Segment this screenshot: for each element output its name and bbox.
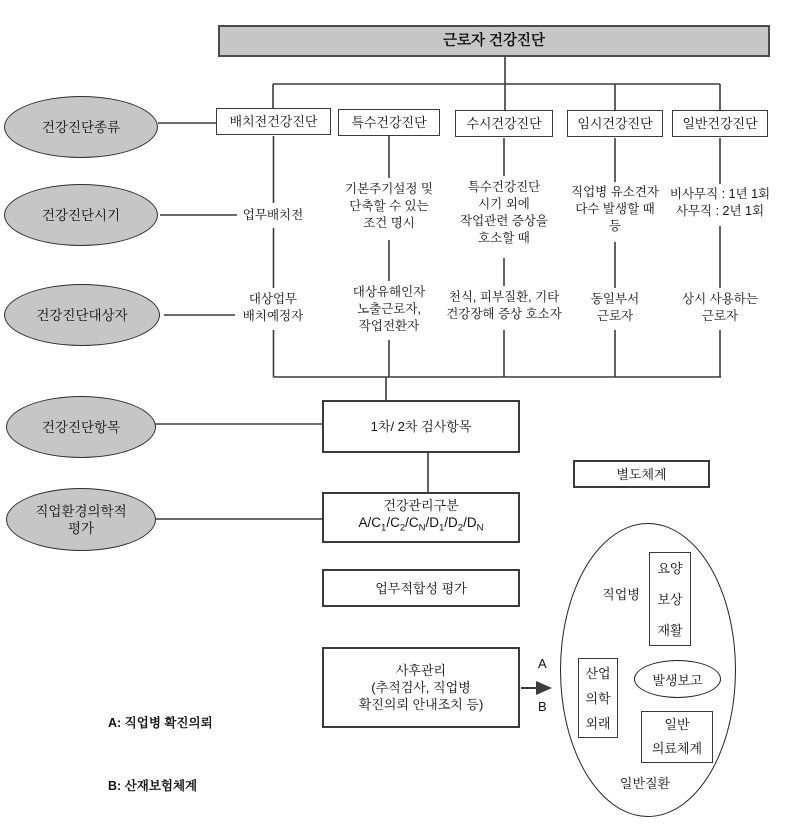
timing-general: 비사무직 : 1년 1회 사무직 : 2년 1회 — [669, 187, 771, 218]
row-label-exam-items: 건강진단항목 — [6, 396, 156, 458]
row-label-exam-subject: 건강진단대상자 — [4, 284, 160, 346]
arrow-label-b: B — [538, 699, 547, 714]
subject-temporary: 동일부서 근로자 — [590, 292, 640, 323]
column-header-temporary-exam: 임시건강진단 — [567, 110, 663, 137]
health-management-title: 건강관리구분 — [383, 498, 459, 514]
general-medical-system-box: 일반 의료체계 — [641, 711, 713, 763]
occupational-disease-label: 직업병 — [602, 587, 640, 602]
column-header-general-exam: 일반건강진단 — [672, 110, 768, 137]
legend-line-b: B: 산재보험체계 — [108, 779, 198, 793]
legend-line-a: A: 직업병 확진의뢰 — [108, 716, 213, 730]
occupational-medicine-clinic-box: 산업 의학 외래 — [578, 658, 618, 738]
subject-general: 상시 사용하는 근로자 — [682, 292, 758, 323]
timing-occasional: 특수건강진단 시기 외에 작업관련 증상을 호소할 때 — [460, 180, 548, 245]
arrow-label-a: A — [538, 656, 547, 671]
subject-pre-placement: 대상업무 배치예정자 — [242, 292, 304, 323]
page-title: 근로자 건강진단 — [218, 25, 770, 57]
separate-system-box: 별도체계 — [573, 460, 710, 488]
legend — [108, 671, 213, 839]
timing-pre-placement: 업무배치전 — [242, 208, 304, 222]
health-management-codes: $A/C_1/C_2/C_N/D_1/D_2/D_N$ — [358, 515, 484, 534]
exam-items-box: 1차/ 2차 검사항목 — [322, 400, 520, 453]
work-fitness-evaluation-box: 업무적합성 평가 — [322, 569, 520, 607]
care-compensation-rehab-box: 요양 보상 재활 — [649, 552, 691, 646]
column-header-special-exam: 특수건강진단 — [338, 109, 440, 136]
row-label-exam-timing: 건강진단시기 — [4, 184, 158, 246]
follow-up-management-box: 사후관리 (추적검사, 직업병 확진의뢰 안내조치 등) — [322, 647, 520, 728]
general-disease-label: 일반질환 — [619, 776, 671, 791]
health-management-classification-box — [322, 492, 520, 543]
subject-occasional: 천식, 피부질환, 기타 건강장해 증상 호소자 — [446, 290, 562, 321]
column-header-occasional-exam: 수시건강진단 — [455, 110, 553, 137]
subject-special: 대상유해인자 노출근로자, 작업전환자 — [352, 285, 426, 333]
row-label-exam-type: 건강진단종류 — [4, 96, 158, 158]
row-label-occupational-medical-evaluation: 직업환경의학적 평가 — [6, 488, 156, 551]
occurrence-report-ellipse: 발생보고 — [634, 660, 721, 698]
timing-temporary: 직업병 유소견자 다수 발생할 때 등 — [571, 185, 659, 233]
column-header-pre-placement-exam: 배치전건강진단 — [216, 108, 331, 135]
timing-special: 기본주기설정 및 단축할 수 있는 조건 명시 — [345, 182, 433, 230]
